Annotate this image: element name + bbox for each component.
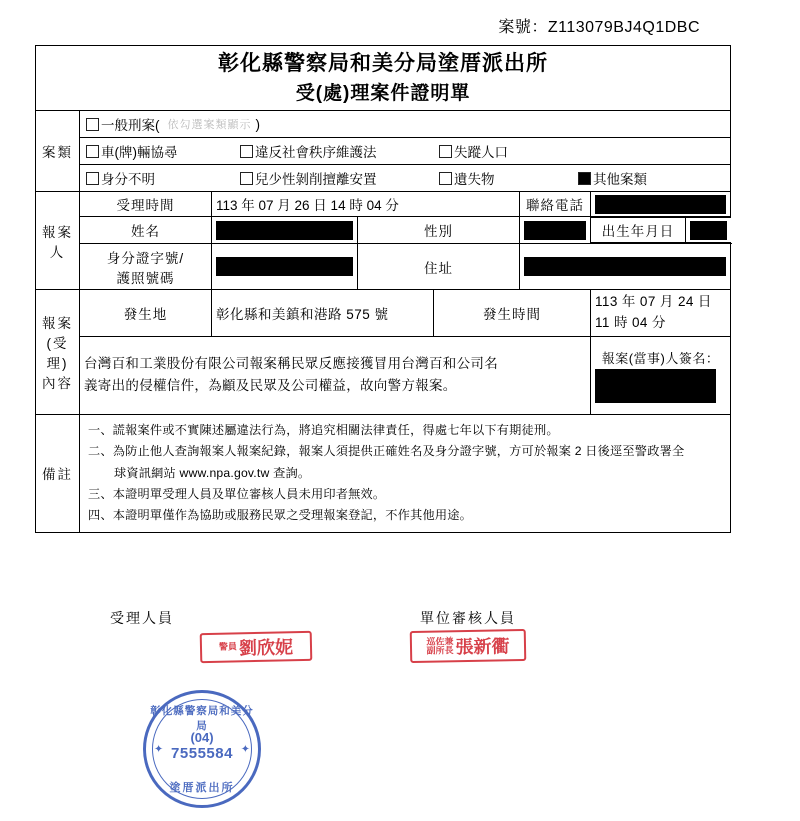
- place-label: 發生地: [80, 290, 212, 337]
- checkbox-general-criminal[interactable]: [86, 114, 160, 134]
- stamp-phone-number: 7555584: [171, 745, 233, 763]
- reporter-signature-label: 報案(當事)人簽名：: [601, 350, 720, 366]
- content-row-place: [36, 290, 731, 337]
- address-label: 住址: [358, 244, 520, 290]
- stamp-phone-area-code: (04): [190, 730, 214, 745]
- content-label-line-1: 報案: [42, 315, 73, 331]
- content-section-label: [36, 290, 80, 415]
- receiver-stamp-rank: 警員: [218, 641, 238, 653]
- stamp-middle: [146, 731, 258, 763]
- redaction-bar: [524, 257, 726, 276]
- form-title: [36, 46, 731, 111]
- certificate-form: [35, 45, 731, 533]
- case-type-hint: 依勾選案類顯示: [167, 119, 252, 131]
- gender-value-redacted: [520, 217, 591, 244]
- reviewer-stamp-rank: [426, 637, 453, 656]
- id-label-line-2: 護照號碼: [116, 270, 175, 286]
- checkbox-label: 遺失物: [454, 172, 495, 187]
- remarks-label: 備註: [36, 414, 80, 532]
- reviewer-stamp-name: 張新衢: [455, 636, 510, 658]
- stamp-arc-top: 彰化縣警察局和美分局: [150, 705, 254, 732]
- stamp-arc-bottom: 塗厝派出所: [169, 782, 235, 794]
- occur-time-label: 發生時間: [434, 290, 591, 337]
- checkbox-vehicle-search[interactable]: [86, 141, 236, 161]
- reporter-signature-cell: [591, 336, 731, 414]
- checkbox-social-order-violation[interactable]: [240, 141, 435, 161]
- checkbox-box-icon[interactable]: [86, 118, 99, 131]
- reporter-row-name: [36, 217, 731, 244]
- receiver-stamp: [200, 631, 313, 663]
- description-line-2: 義寄出的侵權信件，為顧及民眾及公司權益，故向警方報案。: [84, 378, 457, 394]
- redaction-bar: [595, 195, 726, 214]
- content-label-line-3: 內容: [42, 375, 73, 391]
- checkbox-label: 一般刑案(: [101, 118, 160, 133]
- case-type-row-2: [36, 138, 731, 165]
- case-type-row-1: [36, 111, 731, 138]
- case-number-line: [0, 14, 700, 37]
- occur-time-line-1: 113 年 07 月 24 日: [595, 294, 712, 309]
- title-line-2: 受(處)理案件證明單: [295, 82, 471, 104]
- case-number-value: Z113079BJ4Q1DBC: [547, 19, 700, 36]
- checkbox-missing-person[interactable]: [439, 141, 508, 161]
- birth-value-redacted: [686, 218, 731, 243]
- occur-time-value: [591, 290, 731, 337]
- reviewer-stamp: [410, 629, 527, 663]
- paren-close: ): [255, 116, 260, 132]
- id-value-redacted: [212, 244, 358, 290]
- birth-label: 出生年月日: [591, 218, 686, 243]
- title-line-1: 彰化縣警察局和美分局塗厝派出所: [218, 52, 549, 75]
- reviewer-stamp-rank-line-2: 副所長: [426, 645, 454, 656]
- checkbox-child-exploitation-absconded[interactable]: [240, 168, 435, 188]
- remarks-content: [80, 414, 731, 532]
- content-row-description: [36, 336, 731, 414]
- redaction-bar: [216, 257, 353, 276]
- title-row: [36, 46, 731, 111]
- redaction-bar: [524, 221, 586, 240]
- phone-label: 聯絡電話: [520, 192, 591, 217]
- reporter-row-time: [36, 192, 731, 217]
- receiver-label: 受理人員: [110, 610, 174, 626]
- description-line-1: 台灣百和工業股份有限公司報案稱民眾反應接獲冒用台灣百和公司名: [84, 356, 498, 372]
- content-label-line-2: (受理): [46, 335, 69, 371]
- gender-label: 性別: [358, 217, 520, 244]
- address-value-redacted: [520, 244, 731, 290]
- checkbox-label: 違反社會秩序維護法: [255, 145, 377, 160]
- remark-item: 四、本證明單僅作為協助或服務民眾之受理報案登記，不作其他用途。: [88, 508, 473, 523]
- receiver-stamp-name: 劉欣妮: [238, 637, 294, 659]
- remarks-row: [36, 414, 731, 532]
- checkbox-box-icon[interactable]: [240, 172, 253, 185]
- reporter-section-label: 報案人: [36, 192, 80, 290]
- accept-time-value: 113 年 07 月 26 日 14 時 04 分: [212, 192, 520, 217]
- reporter-signature-redacted: [595, 369, 716, 403]
- checkbox-box-icon[interactable]: [439, 172, 452, 185]
- case-number-label: 案號：: [498, 19, 548, 36]
- reviewer-stamp-rank-line-1: 巡佐兼: [426, 635, 454, 647]
- checkbox-unknown-identity[interactable]: [86, 168, 236, 188]
- name-label: 姓名: [80, 217, 212, 244]
- birth-group: [591, 217, 731, 244]
- case-type-options-row-3: [80, 165, 731, 192]
- checkbox-box-icon[interactable]: [86, 145, 99, 158]
- case-type-options-row-1: [80, 111, 731, 138]
- remark-item: 一、謊報案件或不實陳述屬違法行為，將追究相關法律責任，得處七年以下有期徒刑。: [88, 422, 559, 437]
- id-label: [80, 244, 212, 290]
- remark-item: 二、為防止他人查詢報案人報案紀錄，報案人須提供正確姓名及身分證字號，方可於報案 2 日後逕至警政署全: [88, 444, 685, 459]
- signature-area: [35, 600, 730, 690]
- case-type-options-row-2: [80, 138, 731, 165]
- star-icon: ✦: [240, 743, 250, 756]
- id-label-line-1: 身分證字號/: [106, 250, 185, 266]
- checkbox-label: 身分不明: [101, 172, 155, 187]
- checkbox-box-checked-icon[interactable]: [578, 172, 591, 185]
- content-description: [80, 336, 591, 414]
- office-round-stamp: [143, 690, 261, 808]
- reviewer-label: 單位審核人員: [420, 610, 516, 626]
- checkbox-box-icon[interactable]: [86, 172, 99, 185]
- checkbox-lost-property[interactable]: [439, 168, 574, 188]
- remark-item: 三、本證明單受理人員及單位審核人員未用印者無效。: [88, 486, 386, 501]
- reporter-row-id: [36, 244, 731, 290]
- name-value-redacted: [212, 217, 358, 244]
- checkbox-label: 失蹤人口: [454, 145, 508, 160]
- checkbox-other-case-type[interactable]: [578, 168, 647, 188]
- remark-item: 球資訊網站 www.npa.gov.tw 查詢。: [114, 465, 311, 480]
- case-type-label: 案類: [36, 111, 80, 192]
- checkbox-label: 車(牌)輛協尋: [101, 145, 178, 160]
- occur-time-line-2: 11 時 04 分: [595, 314, 666, 330]
- accept-time-label: 受理時間: [80, 192, 212, 217]
- place-value: 彰化縣和美鎮和港路 575 號: [212, 290, 434, 337]
- checkbox-box-icon[interactable]: [439, 145, 452, 158]
- checkbox-label: 其他案類: [593, 172, 647, 187]
- checkbox-box-icon[interactable]: [240, 145, 253, 158]
- checkbox-label: 兒少性剝削擅離安置: [255, 172, 377, 187]
- redaction-bar: [216, 221, 353, 240]
- star-icon: ✦: [154, 743, 164, 756]
- redaction-bar: [690, 221, 727, 240]
- case-type-row-3: [36, 165, 731, 192]
- phone-value-redacted: [591, 192, 731, 217]
